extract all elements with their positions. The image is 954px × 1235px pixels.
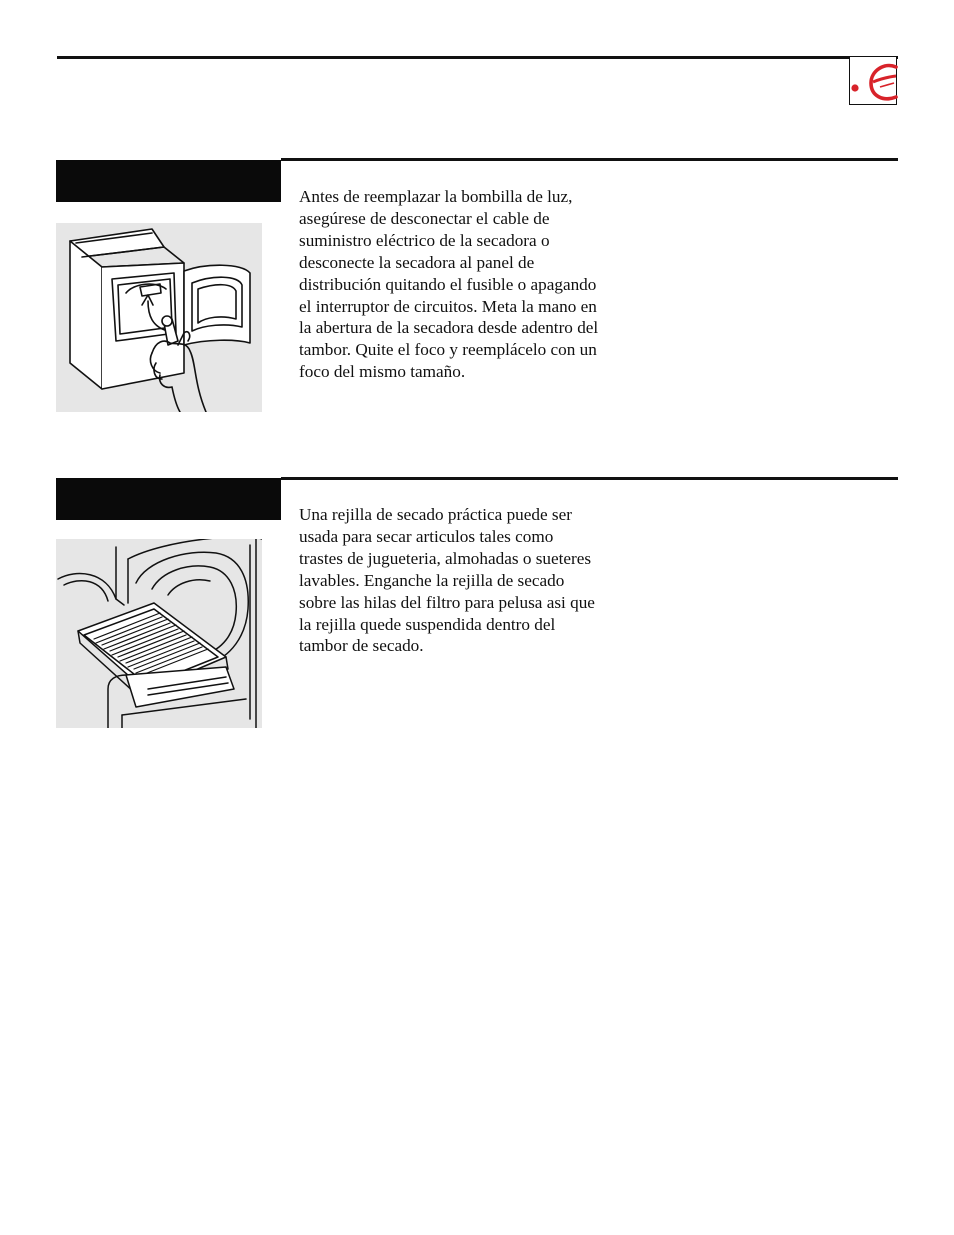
section-1-body: Antes de reemplazar la bombilla de luz, asegúrese de desconectar el cable de suministro eléctrico de la secadora o desconecte la secadora al panel de distribución quitando el fusible o apagando el interruptor de circuitos. Meta la mano en la abertura de la secadora desde adentro del tambor. Quite el foco y reemplácelo con un foco del mismo tamaño. (299, 187, 599, 382)
top-rule (57, 56, 898, 59)
section-2-rule (281, 477, 898, 480)
section-1-rule (281, 158, 898, 161)
drying-rack-illustration (56, 539, 262, 728)
dryer-light-bulb-illustration (56, 223, 262, 412)
logo-box (849, 57, 897, 105)
red-logo-icon (850, 57, 898, 105)
section-2-heading-tab (56, 478, 281, 520)
section-1-heading-tab (56, 160, 281, 202)
section-2-body: Una rejilla de secado práctica puede ser usada para secar articulos tales como trastes de jugueteria, almohadas o sueteres lavables. Enganche la rejilla de secado sobre las hilas del filtro para pelusa asi que la rejilla quede suspendida dentro del tambor de secado. (299, 505, 595, 656)
